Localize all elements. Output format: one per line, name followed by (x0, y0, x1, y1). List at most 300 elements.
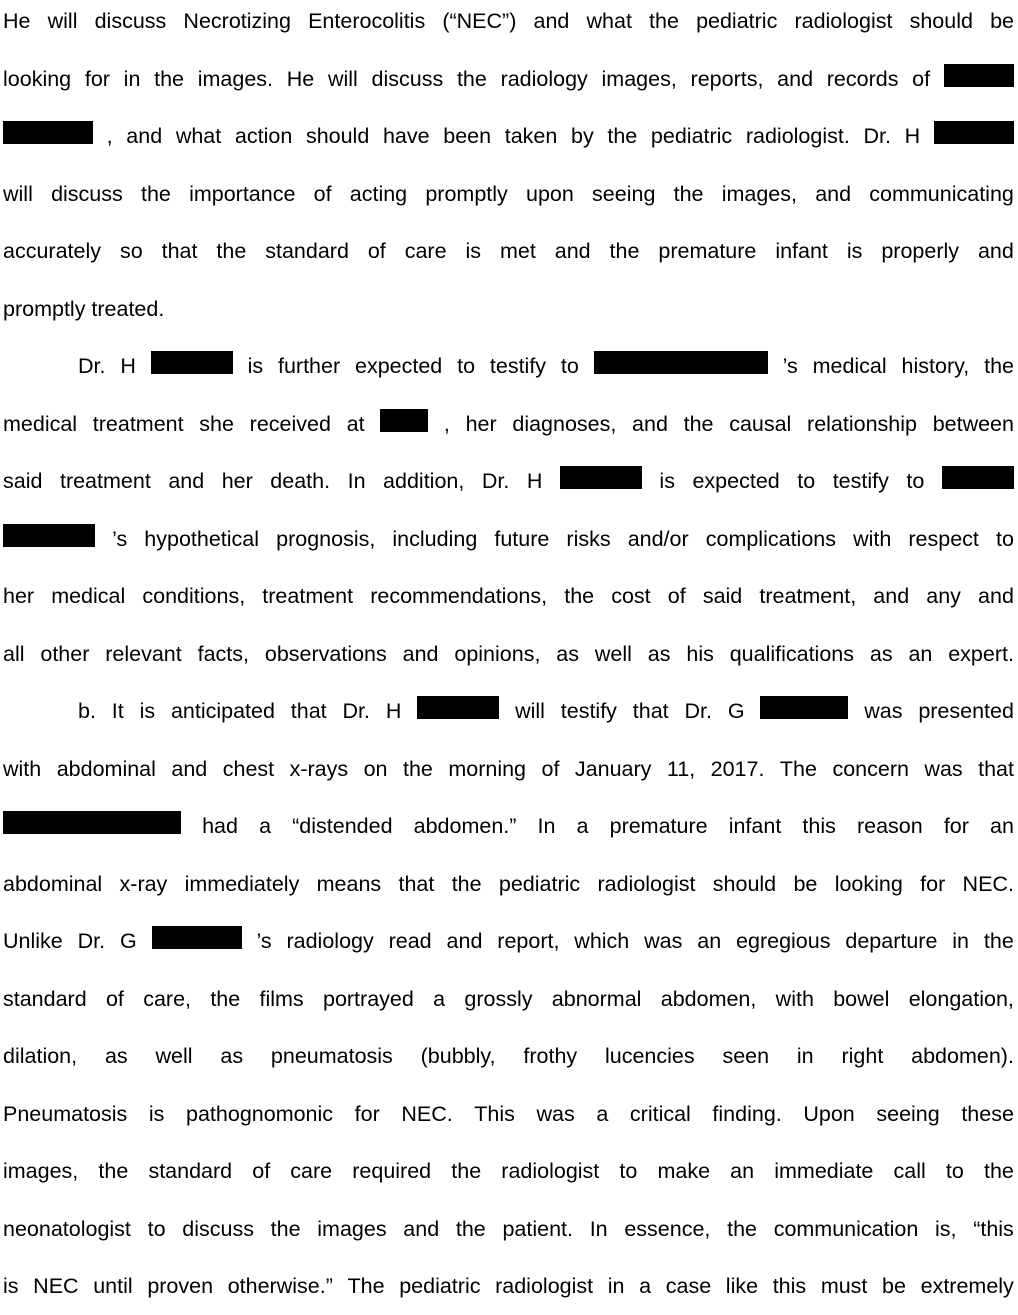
word: that (632, 699, 669, 723)
text-line (3, 1041, 1014, 1071)
word: action (234, 124, 293, 148)
word: read (388, 929, 432, 953)
word: a (596, 1101, 609, 1126)
word: egregious (736, 929, 831, 953)
word: for (84, 66, 110, 91)
word: images, (3, 1159, 79, 1183)
word: communication (773, 1216, 919, 1241)
word: have (382, 124, 430, 148)
word: Dr. (78, 354, 106, 378)
word: will (3, 181, 33, 206)
word: is, (934, 1216, 957, 1241)
word: been (443, 124, 492, 148)
word: and (126, 124, 163, 148)
word: reason (856, 814, 923, 838)
word: dilation, (3, 1044, 78, 1068)
line-text: promptly treated. (3, 296, 165, 321)
word: treatment, (759, 584, 857, 608)
word: an (990, 814, 1014, 838)
word: by (571, 124, 594, 148)
word: further (277, 354, 341, 378)
word: images, (721, 181, 797, 206)
word: Necrotizing (183, 9, 291, 33)
word: radiologist (794, 9, 893, 33)
word: upon (526, 181, 574, 206)
word: patient. (502, 1216, 573, 1241)
word: abdomen.” (413, 814, 517, 838)
word: of (252, 1159, 271, 1183)
word: what (175, 124, 222, 148)
word: pathognomonic (186, 1101, 334, 1126)
redaction-bar (934, 121, 1014, 144)
word: (“NEC”) (442, 9, 517, 33)
word: the (402, 756, 433, 781)
word: well (155, 1044, 193, 1068)
word: records (826, 66, 899, 91)
word: for (354, 1101, 380, 1126)
word: that (398, 871, 435, 896)
word: for (920, 871, 946, 896)
word: said (3, 469, 43, 493)
text-line (3, 811, 1014, 841)
word: the (270, 1216, 301, 1241)
word: treatment (92, 411, 184, 436)
text-line (3, 466, 1014, 496)
word: had (202, 814, 238, 838)
word: all (3, 641, 25, 666)
word: any (926, 584, 961, 608)
word: an (697, 929, 722, 953)
word: acting (349, 181, 408, 206)
word: presented (918, 699, 1014, 723)
redaction-bar (3, 811, 181, 834)
word: to (995, 526, 1014, 551)
word: with (775, 986, 814, 1011)
word: expected (354, 354, 443, 378)
word: properly (881, 239, 960, 263)
word: of (367, 239, 386, 263)
word: the (564, 584, 595, 608)
text-line (3, 6, 1014, 36)
word: otherwise.” (227, 1274, 333, 1298)
text-line (3, 236, 1014, 266)
word: testify (560, 699, 617, 723)
word: in (952, 929, 970, 953)
word: In (537, 814, 556, 838)
text-line (3, 639, 1014, 669)
word: care (290, 1159, 333, 1183)
word: importance (189, 181, 296, 206)
word: her (221, 469, 253, 493)
word: “this (973, 1216, 1014, 1241)
word: and (978, 584, 1014, 608)
redaction-bar (760, 696, 848, 719)
word: H (526, 469, 543, 493)
redaction-bar (151, 351, 233, 374)
word: expert. (948, 641, 1014, 666)
word: including (392, 526, 478, 551)
word: as (220, 1044, 244, 1068)
word: cost (611, 584, 651, 608)
word: between (932, 411, 1014, 436)
word: bowel (833, 986, 890, 1011)
word: immediate (774, 1159, 874, 1183)
word: ’s (256, 929, 272, 953)
word: the (98, 1159, 129, 1183)
word: portrayed (322, 986, 414, 1011)
word: “distended (292, 814, 393, 838)
word: a (639, 1274, 652, 1298)
word: prognosis, (276, 526, 376, 551)
word: of (912, 66, 931, 91)
word: H (120, 354, 136, 378)
text-line (3, 351, 1014, 381)
word: and (977, 239, 1014, 263)
word: testify (489, 354, 547, 378)
word: like (725, 1274, 759, 1298)
word: and (632, 411, 668, 436)
word: 11, (666, 756, 696, 781)
word: looking (3, 66, 72, 91)
word: the (140, 181, 171, 206)
word: testify (832, 469, 889, 493)
word: the (673, 181, 704, 206)
word: addition, (383, 469, 465, 493)
word: b. (78, 699, 96, 723)
word: an (908, 641, 933, 666)
word: care (404, 239, 447, 263)
word: medical (3, 411, 78, 436)
word: He (3, 9, 31, 33)
word: It (111, 699, 124, 723)
word: is (465, 239, 482, 263)
word: right (841, 1044, 884, 1068)
word: the (984, 354, 1014, 378)
word: communicating (869, 181, 1014, 206)
word: so (119, 239, 143, 263)
word: will (47, 9, 78, 33)
word: The (779, 756, 817, 781)
word: will (327, 66, 358, 91)
word: the (154, 66, 185, 91)
word: pediatric (498, 871, 581, 896)
word: and (873, 584, 910, 608)
redaction-bar (417, 696, 499, 719)
word: this (772, 1274, 807, 1298)
word: the (451, 871, 482, 896)
word: met (499, 239, 536, 263)
word: and (402, 641, 439, 666)
word: , (106, 124, 113, 148)
redaction-bar (3, 524, 95, 547)
word: discuss (182, 1216, 254, 1241)
word: proven (147, 1274, 214, 1298)
word: causal (729, 411, 792, 436)
word: is (846, 239, 863, 263)
word: to (457, 354, 476, 378)
word: immediately (184, 871, 300, 896)
word: relevant (105, 641, 182, 666)
word: discuss (94, 9, 167, 33)
word: future (494, 526, 550, 551)
word: standard (148, 1159, 233, 1183)
word: be (882, 1274, 906, 1298)
word: received (249, 411, 331, 436)
word: call (893, 1159, 926, 1183)
word: should (305, 124, 370, 148)
word: the (456, 66, 487, 91)
word: He (286, 66, 315, 91)
word: , (443, 411, 450, 436)
word: discuss (371, 66, 444, 91)
word: abdomen, (660, 986, 757, 1011)
word: a (259, 814, 272, 838)
word: death. (270, 469, 331, 493)
word: radiologist (597, 871, 696, 896)
word: is (247, 354, 264, 378)
word: as (869, 641, 893, 666)
word: Unlike (3, 929, 63, 953)
word: in (123, 66, 141, 91)
text-line (3, 1271, 1014, 1301)
word: Dr. (342, 699, 370, 723)
word: x-rays (289, 756, 349, 781)
word: the (649, 9, 679, 33)
text-line (3, 524, 1014, 554)
word: lucencies (604, 1044, 695, 1068)
text-line (3, 64, 1014, 94)
word: for (943, 814, 969, 838)
word: essence, (624, 1216, 711, 1241)
word: is (659, 469, 675, 493)
word: the (607, 124, 638, 148)
word: radiologist. (745, 124, 850, 148)
word: diagnoses, (512, 411, 617, 436)
word: must (820, 1274, 868, 1298)
word: NEC (33, 1274, 79, 1298)
word: treatment (262, 584, 354, 608)
word: departure (845, 929, 938, 953)
word: Dr. (481, 469, 510, 493)
word: hypothetical (144, 526, 260, 551)
word: with (853, 526, 892, 551)
word: to (945, 1159, 964, 1183)
word: abdomen). (911, 1044, 1014, 1068)
word: and (403, 1216, 440, 1241)
word: the (983, 1159, 1014, 1183)
word: NEC. (962, 871, 1014, 896)
word: and/or (627, 526, 689, 551)
word: abdominal (56, 756, 156, 781)
word: The (347, 1274, 385, 1298)
text-line (3, 121, 1014, 151)
word: the (727, 1216, 757, 1241)
word: respect (908, 526, 979, 551)
word: images (317, 1216, 387, 1241)
word: will (515, 699, 545, 723)
word: Dr. (863, 124, 891, 148)
word: medical (812, 354, 887, 378)
word: make (657, 1159, 711, 1183)
word: was (864, 699, 903, 723)
redaction-bar (594, 351, 768, 374)
redaction-bar (560, 466, 642, 489)
word: what (586, 9, 632, 33)
word: should (712, 871, 777, 896)
word: opinions, (454, 641, 541, 666)
word: to (906, 469, 925, 493)
word: care, (143, 986, 192, 1011)
word: history, (901, 354, 970, 378)
word: her (465, 411, 497, 436)
word: seeing (876, 1101, 940, 1126)
text-line (3, 696, 1014, 726)
word: Dr. (684, 699, 712, 723)
word: infant (775, 239, 828, 263)
text-line (3, 984, 1014, 1014)
word: of (313, 181, 332, 206)
word: of (105, 986, 124, 1011)
text-line (3, 926, 1014, 956)
word: and (777, 66, 814, 91)
word: the (455, 1216, 486, 1241)
word: his (686, 641, 714, 666)
word: accurately (3, 239, 101, 263)
word: pediatric (650, 124, 733, 148)
word: radiology (286, 929, 374, 953)
text-line (3, 1214, 1014, 1244)
word: of (541, 756, 560, 781)
word: her (3, 584, 35, 608)
word: infant (728, 814, 782, 838)
word: complications (705, 526, 836, 551)
word: at (346, 411, 365, 436)
word: case (665, 1274, 712, 1298)
word: (bubbly, (420, 1044, 496, 1068)
word: other (40, 641, 90, 666)
word: of (667, 584, 686, 608)
word: that (978, 756, 1014, 781)
word: expected (692, 469, 780, 493)
word: required (352, 1159, 432, 1183)
word: and (815, 181, 852, 206)
word: critical (629, 1101, 691, 1126)
word: these (961, 1101, 1014, 1126)
word: premature (658, 239, 757, 263)
word: radiologist (495, 1274, 594, 1298)
word: promptly (425, 181, 508, 206)
word: and (171, 756, 208, 781)
word: chest (222, 756, 275, 781)
word: Upon (803, 1101, 855, 1126)
word: Dr. (77, 929, 106, 953)
word: facts, (197, 641, 249, 666)
word: as (647, 641, 671, 666)
word: to (147, 1216, 166, 1241)
word: G (119, 929, 137, 953)
word: reports, (690, 66, 764, 91)
word: standard (265, 239, 349, 263)
word: In (347, 469, 366, 493)
word: the (451, 1159, 482, 1183)
word: In (589, 1216, 608, 1241)
word: on (363, 756, 388, 781)
word: ’s (112, 526, 128, 551)
word: the (216, 239, 247, 263)
redaction-bar (380, 409, 428, 432)
word: the (609, 239, 640, 263)
word: is (139, 699, 156, 723)
word: films (259, 986, 304, 1011)
word: frothy (523, 1044, 578, 1068)
word: that (290, 699, 327, 723)
word: as (556, 641, 580, 666)
word: seeing (592, 181, 656, 206)
word: looking (834, 871, 903, 896)
word: a (433, 986, 446, 1011)
word: to (560, 354, 579, 378)
word: in (796, 1044, 814, 1068)
text-line (3, 1156, 1014, 1186)
word: and (168, 469, 205, 493)
word: radiologist (501, 1159, 600, 1183)
word: the (683, 411, 714, 436)
word: recommendations, (370, 584, 548, 608)
word: anticipated (170, 699, 275, 723)
word: neonatologist (3, 1216, 131, 1241)
word: be (793, 871, 818, 896)
word: in (607, 1274, 625, 1298)
word: medical (51, 584, 126, 608)
word: finding. (712, 1101, 782, 1126)
word: H (904, 124, 921, 148)
word: was (924, 756, 963, 781)
word: and (554, 239, 591, 263)
word: is (148, 1101, 165, 1126)
word: conditions, (142, 584, 246, 608)
word: the (983, 929, 1014, 953)
word: NEC. (401, 1101, 453, 1126)
text-line (3, 581, 1014, 611)
word: morning (448, 756, 527, 781)
word: Enterocolitis (308, 9, 426, 33)
redaction-bar (152, 926, 242, 949)
word: to (797, 469, 816, 493)
word: said (702, 584, 743, 608)
word: until (93, 1274, 133, 1298)
text-line (3, 869, 1014, 899)
word: images, (601, 66, 677, 91)
word: risks (566, 526, 611, 551)
word: with (3, 756, 42, 781)
word: was (536, 1101, 575, 1126)
word: this (802, 814, 836, 838)
word: which (574, 929, 630, 953)
word: is (3, 1274, 19, 1298)
word: elongation, (908, 986, 1014, 1011)
word: means (316, 871, 382, 896)
word: images. (197, 66, 274, 91)
word: radiology (500, 66, 588, 91)
word: taken (504, 124, 558, 148)
word: 2017. (710, 756, 765, 781)
word: pediatric (399, 1274, 481, 1298)
word: abnormal (551, 986, 642, 1011)
word: January (574, 756, 652, 781)
word: concern (832, 756, 909, 781)
word: the (210, 986, 241, 1011)
text-line (3, 409, 1014, 439)
